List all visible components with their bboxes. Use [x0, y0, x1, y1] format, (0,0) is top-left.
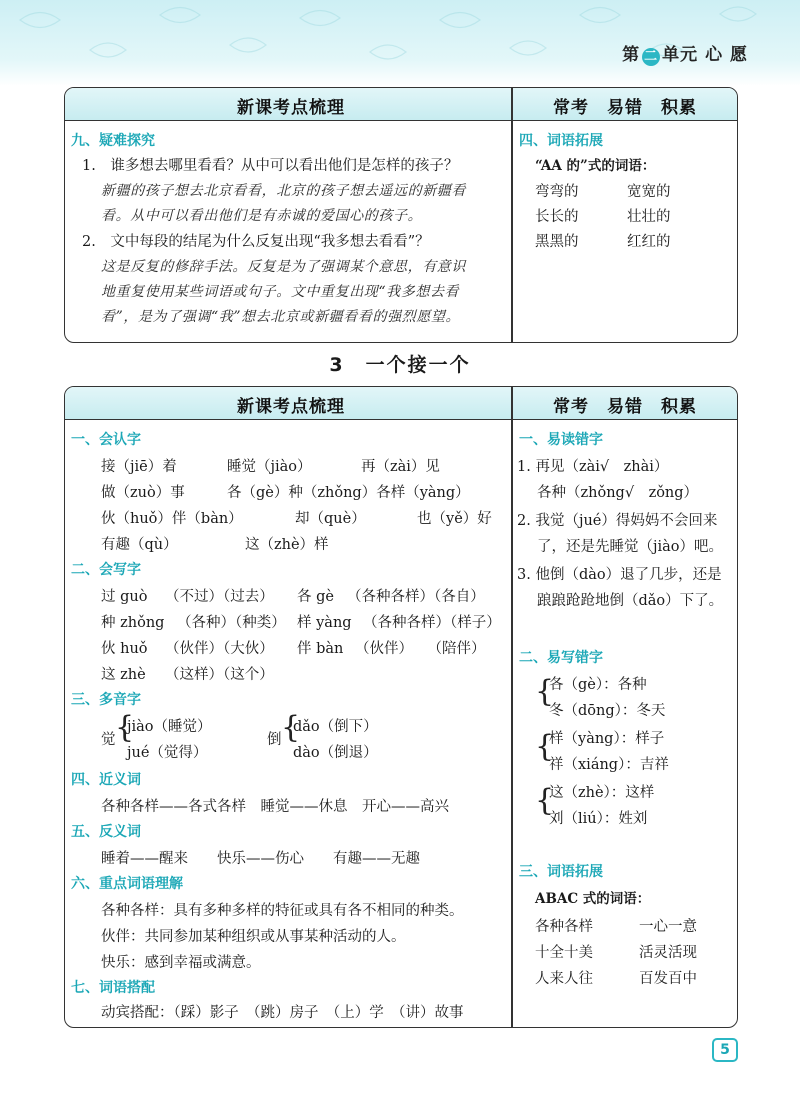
misread-item: 了，还是先睡觉（jiào）吧。 — [537, 539, 724, 555]
section-heading: 四、近义词 — [71, 772, 141, 788]
miswrite-item: 各（gè）：各种 — [549, 677, 647, 693]
abac-title: ABAC 式的词语： — [535, 891, 651, 907]
unit-label: 第 二 单元 心 愿 — [622, 45, 748, 65]
aa-word: 弯弯的 — [535, 184, 579, 200]
section-heading: 三、多音字 — [71, 692, 141, 708]
write-words: （不过）（过去） — [165, 589, 274, 605]
abac-word: 活灵活现 — [639, 945, 697, 961]
aa-title: “AA 的”式的词语： — [535, 158, 656, 174]
misread-item: 3. 他倒（dào）退了几步，还是 — [517, 567, 722, 583]
polyphone-reading: dào（倒退） — [293, 745, 378, 761]
section-heading: 三、词语拓展 — [519, 864, 603, 880]
misread-item: 各种（zhǒng√ zǒng） — [537, 485, 699, 501]
synonyms: 各种各样——各式各样 睡觉——休息 开心——高兴 — [101, 799, 449, 815]
write-words: （各种各样）（样子） — [363, 615, 501, 631]
recognize-char: 这（zhè）样 — [245, 537, 329, 553]
brace-icon: { — [535, 783, 555, 818]
word-meaning: 快乐：感到幸福或满意。 — [101, 955, 261, 971]
brace-icon: { — [535, 729, 555, 764]
recognize-char: 却（què） — [295, 511, 366, 527]
lesson-title: 3 一个接一个 — [329, 354, 471, 376]
polyphone-char: 觉 — [101, 732, 116, 748]
aa-word: 壮壮的 — [627, 209, 671, 225]
miswrite-item: 样（yàng）：样子 — [549, 731, 665, 747]
misread-item: 踉踉跄跄地倒（dǎo）下了。 — [537, 593, 724, 609]
miswrite-item: 祥（xiáng）：吉祥 — [549, 757, 669, 773]
antonyms: 睡着——醒来 快乐——伤心 有趣——无趣 — [101, 851, 420, 867]
write-char: 伴 bàn — [297, 641, 344, 657]
section-heading: 一、会认字 — [71, 432, 141, 448]
recognize-char: 接（jiē）着 — [101, 459, 177, 475]
miswrite-item: 冬（dōng）：冬天 — [549, 703, 666, 719]
recognize-char: 也（yě）好 — [417, 511, 492, 527]
write-char: 样 yàng — [297, 615, 352, 631]
word-meaning: 伙伴：共同参加某种组织或从事某种活动的人。 — [101, 929, 406, 945]
left-column-title: 新课考点梳理 — [237, 397, 345, 417]
aa-word: 宽宽的 — [627, 184, 671, 200]
write-words: （伙伴） （陪伴） — [355, 641, 486, 657]
left-column-title: 新课考点梳理 — [237, 98, 345, 118]
word-meaning: 各种各样：具有多种多样的特征或具有各不相同的种类。 — [101, 903, 464, 919]
section-heading: 二、易写错字 — [519, 650, 603, 666]
misread-item: 1. 再见（zài√ zhài） — [517, 459, 669, 475]
polyphone-reading: jiào（睡觉） — [127, 719, 212, 735]
section-heading: 五、反义词 — [71, 824, 141, 840]
page-number: 5 — [712, 1038, 738, 1062]
recognize-char: 伙（huǒ）伴（bàn） — [101, 511, 243, 527]
polyphone-char: 倒 — [267, 732, 282, 748]
answer-2-line-3: 看”，是为了强调“我”想去北京或新疆看看的强烈愿望。 — [101, 309, 461, 325]
polyphone-reading: jué（觉得） — [127, 745, 208, 761]
section-heading: 一、易读错字 — [519, 432, 603, 448]
abac-word: 十全十美 — [535, 945, 593, 961]
abac-word: 各种各样 — [535, 919, 593, 935]
study-box-bottom — [64, 386, 738, 1028]
recognize-char: 再（zài）见 — [361, 459, 440, 475]
polyphone-reading: dǎo（倒下） — [293, 719, 378, 735]
write-char: 各 gè — [297, 589, 334, 605]
aa-word: 长长的 — [535, 209, 579, 225]
aa-word: 黑黑的 — [535, 234, 579, 250]
recognize-char: 睡觉（jiào） — [227, 459, 312, 475]
brace-icon: { — [281, 710, 301, 745]
write-char: 种 zhǒng — [101, 615, 165, 631]
write-words: （这样）（这个） — [165, 667, 274, 683]
answer-2-line-1: 这是反复的修辞手法。反复是为了强调某个意思，有意识 — [101, 259, 466, 275]
recognize-char: 做（zuò）事 — [101, 485, 185, 501]
answer-1-line-2: 看。从中可以看出他们是有赤诚的爱国心的孩子。 — [101, 208, 423, 224]
answer-1-line-1: 新疆的孩子想去北京看看，北京的孩子想去遥远的新疆看 — [101, 183, 466, 199]
abac-word: 一心一意 — [639, 919, 697, 935]
unit-number-badge: 二 — [644, 49, 659, 64]
section-heading: 四、词语拓展 — [519, 133, 603, 149]
study-box-top — [64, 87, 738, 343]
brace-icon: { — [115, 710, 135, 745]
misread-item: 2. 我觉（jué）得妈妈不会回来 — [517, 513, 718, 529]
section-heading: 七、词语搭配 — [71, 980, 155, 996]
section-heading: 九、疑难探究 — [71, 133, 155, 149]
brace-icon: { — [535, 674, 555, 709]
right-column-title: 常考 易错 积累 — [553, 98, 697, 118]
write-char: 这 zhè — [101, 667, 146, 683]
recognize-char: 各（gè）种（zhǒng）各样（yàng） — [227, 485, 470, 501]
aa-word: 红红的 — [627, 234, 671, 250]
answer-2-line-2: 地重复使用某些词语或句子。文中重复出现“我多想去看 — [101, 284, 460, 300]
abac-word: 百发百中 — [639, 971, 697, 987]
question-2: 2. 文中每段的结尾为什么反复出现“我多想去看看”？ — [82, 234, 430, 250]
miswrite-item: 刘（liú）：姓刘 — [549, 811, 648, 827]
write-char: 过 guò — [101, 589, 148, 605]
write-words: （各种各样）（各自） — [347, 589, 485, 605]
write-words: （伙伴）（大伙） — [165, 641, 274, 657]
section-heading: 六、重点词语理解 — [71, 876, 183, 892]
section-heading: 二、会写字 — [71, 562, 141, 578]
write-words: （各种）（种类） — [177, 615, 286, 631]
right-column-title: 常考 易错 积累 — [553, 397, 697, 417]
miswrite-item: 这（zhè）：这样 — [549, 785, 655, 801]
question-1: 1. 谁多想去哪里看看？从中可以看出他们是怎样的孩子？ — [82, 158, 459, 174]
abac-word: 人来人往 — [535, 971, 593, 987]
write-char: 伙 huǒ — [101, 641, 148, 657]
recognize-char: 有趣（qù） — [101, 537, 178, 553]
collocation: 动宾搭配：（踩）影子 （跳）房子 （上）学 （讲）故事 — [101, 1005, 464, 1021]
